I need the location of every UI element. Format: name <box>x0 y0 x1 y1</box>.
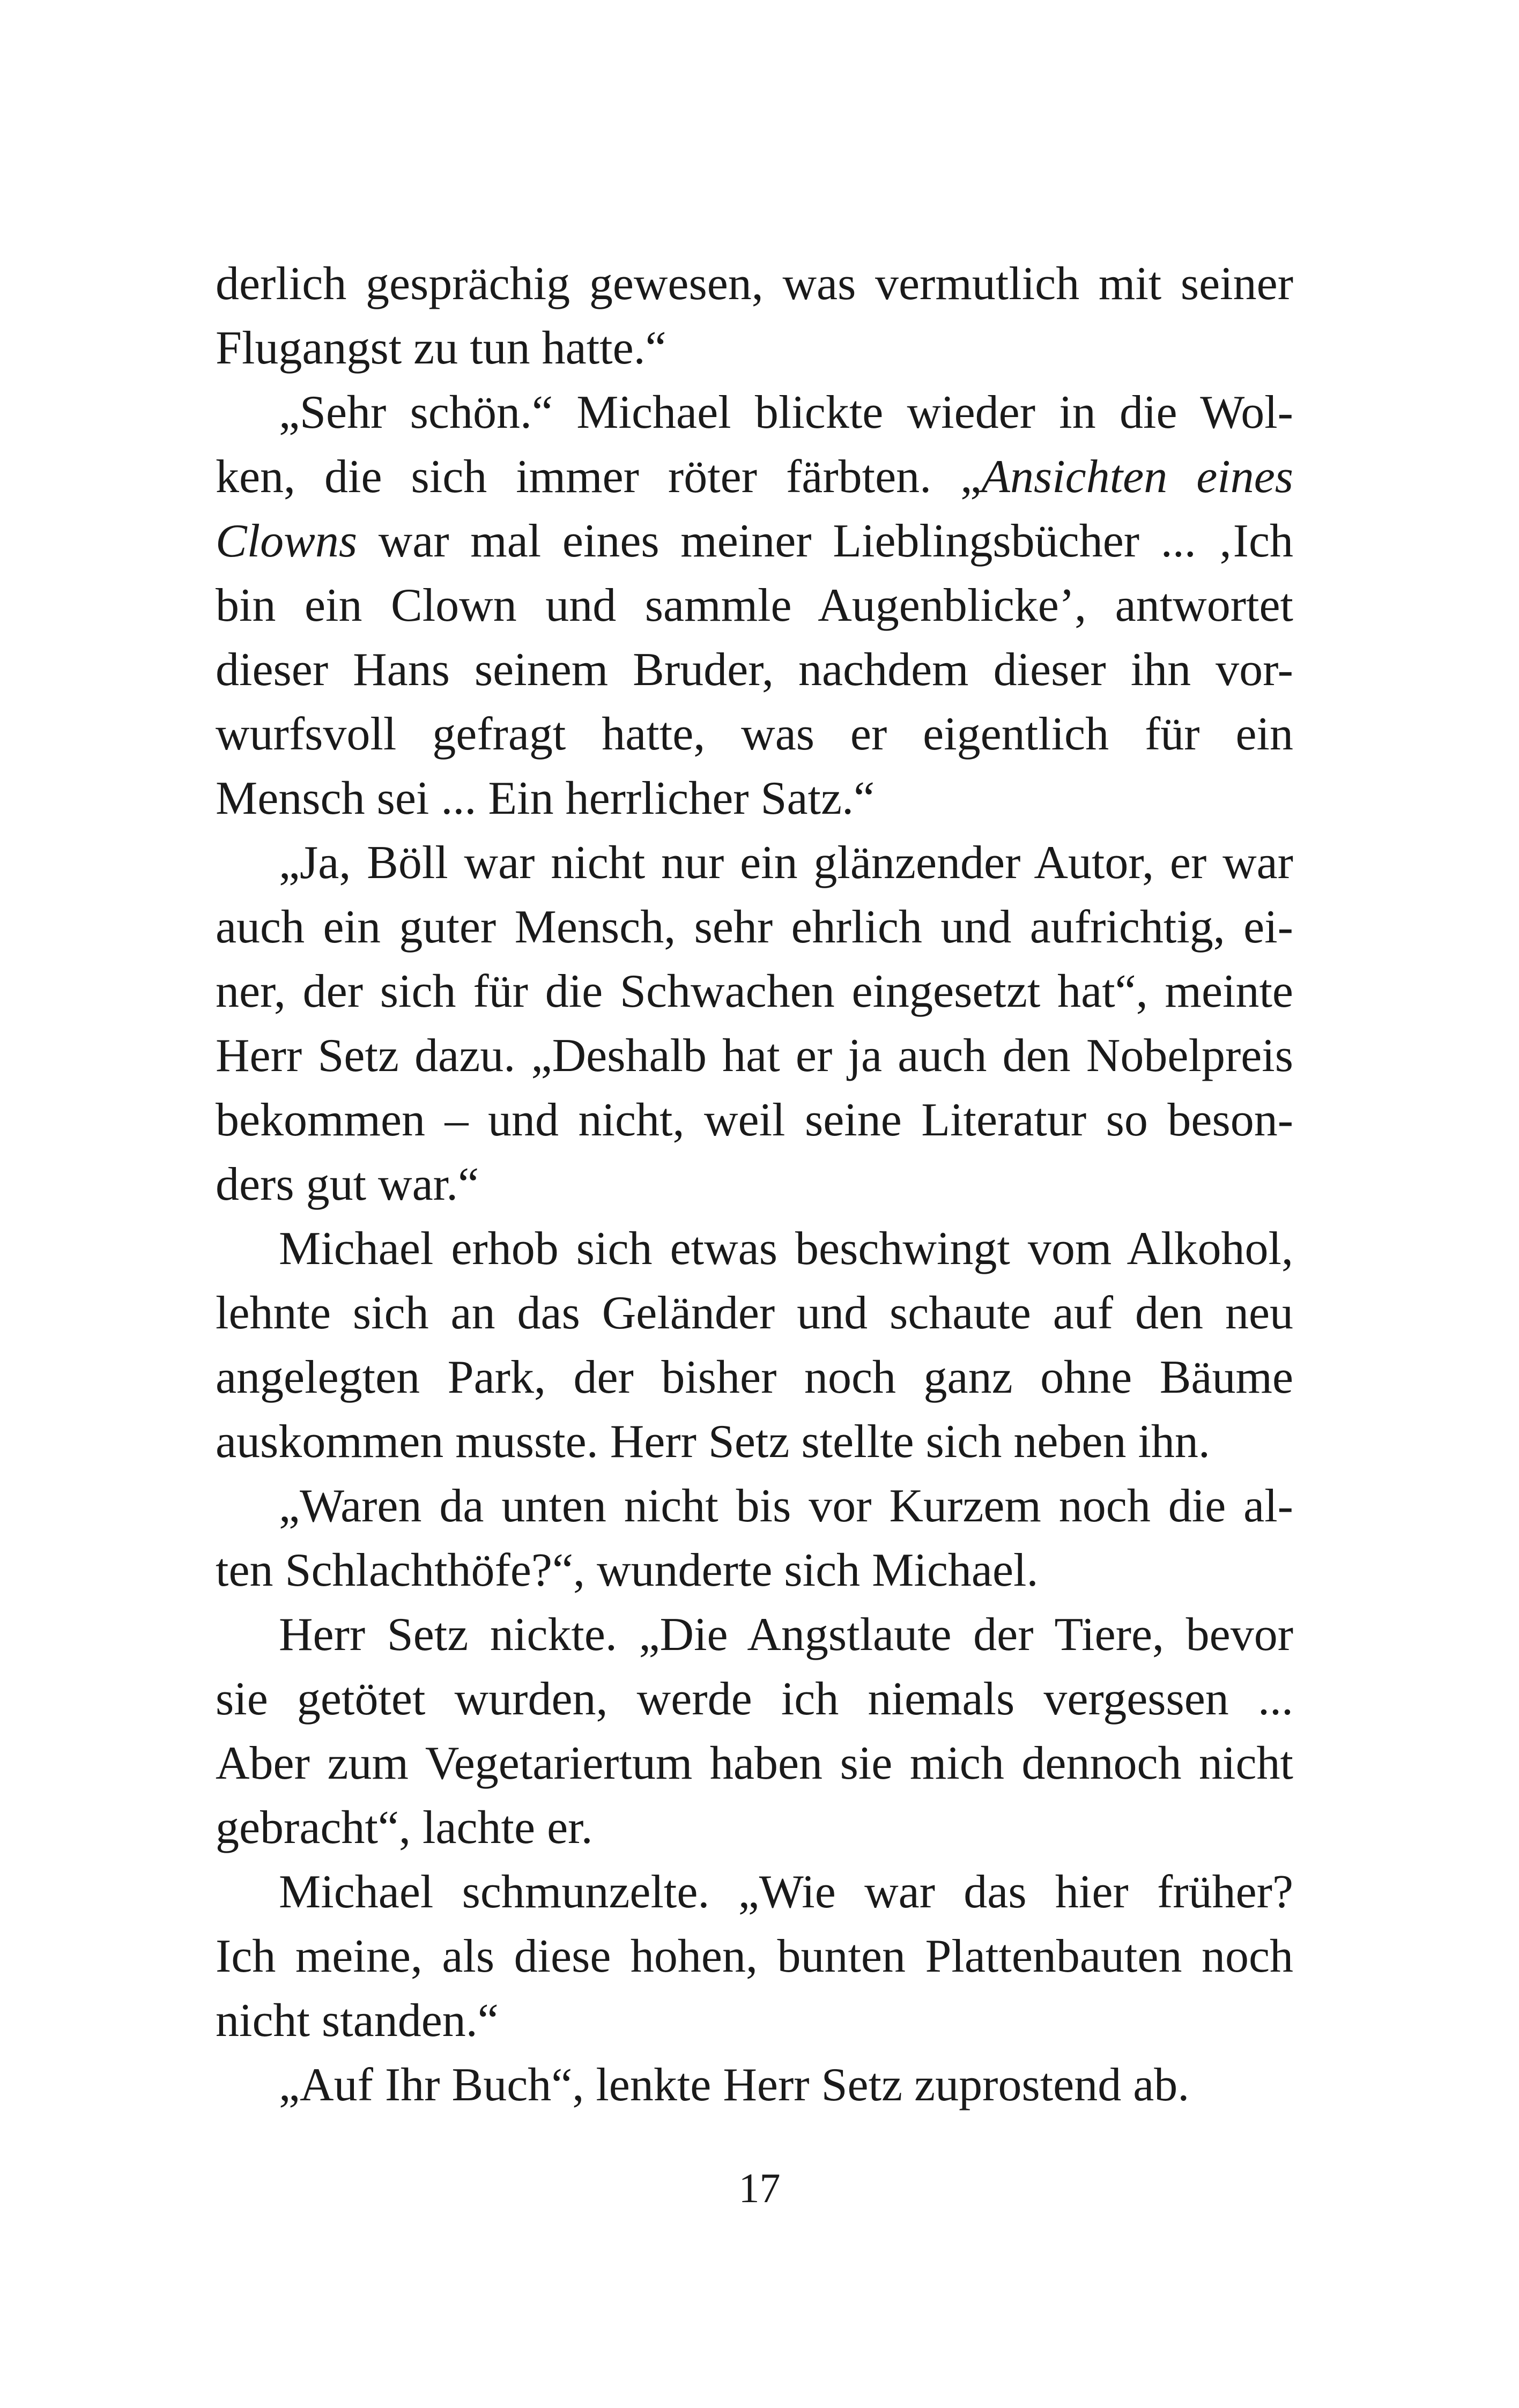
text-line: angelegten Park, der bisher noch ganz ohne Bäume <box>216 1351 1293 1403</box>
text-line: wurfsvoll gefragt hatte, was er eigentlich für ein <box>216 708 1293 760</box>
text-line: ner, der sich für die Schwachen eingesetzt hat“, meinte <box>216 965 1293 1017</box>
text-line <box>216 445 1293 509</box>
text-segment: war mal eines meiner Lieblingsbücher ... ‚Ich <box>357 515 1293 567</box>
text-line: bekommen – und nicht, weil seine Literatur so beson- <box>216 1094 1293 1146</box>
text-line <box>216 509 1293 574</box>
text-line: Michael schmunzelte. „Wie war das hier früher? <box>279 1866 1293 1918</box>
text-line: sie getötet wurden, werde ich niemals vergessen ... <box>216 1673 1293 1725</box>
text-line: „Sehr schön.“ Michael blickte wieder in die Wol- <box>279 387 1293 439</box>
page-number: 17 <box>738 2165 781 2211</box>
text-line: „Auf Ihr Buch“, lenkte Herr Setz zuprostend ab. <box>279 2059 1190 2111</box>
text-line: Flugangst zu tun hatte.“ <box>216 322 666 374</box>
text-segment: ken, die sich immer röter färbten. „ <box>216 451 982 503</box>
text-line: bin ein Clown und sammle Augenblicke’, antwortet <box>216 579 1293 631</box>
text-line: ders gut war.“ <box>216 1158 479 1210</box>
text-line: auskommen musste. Herr Setz stellte sich neben ihn. <box>216 1416 1210 1468</box>
text-line: auch ein guter Mensch, sehr ehrlich und aufrichtig, ei- <box>216 901 1293 953</box>
text-line: ten Schlachthöfe?“, wunderte sich Michael. <box>216 1544 1039 1596</box>
text-line: gebracht“, lachte er. <box>216 1802 593 1854</box>
text-line: dieser Hans seinem Bruder, nachdem dieser ihn vor- <box>216 644 1293 696</box>
text-line: Ich meine, als diese hohen, bunten Plattenbauten noch <box>216 1930 1293 1982</box>
text-line: lehnte sich an das Geländer und schaute auf den neu <box>216 1287 1293 1339</box>
text-line: Herr Setz dazu. „Deshalb hat er ja auch den Nobelpreis <box>216 1030 1293 1082</box>
body-text <box>216 252 1293 2117</box>
text-line: derlich gesprächig gewesen, was vermutlich mit seiner <box>216 258 1293 310</box>
text-line: „Waren da unten nicht bis vor Kurzem noch die al- <box>279 1480 1293 1532</box>
text-line: nicht standen.“ <box>216 1995 499 2047</box>
text-line: Mensch sei ... Ein herrlicher Satz.“ <box>216 772 875 824</box>
text-line: Aber zum Vegetariertum haben sie mich dennoch nicht <box>216 1737 1293 1789</box>
book-title-italic: Clowns <box>216 515 358 567</box>
book-title-italic: Ansichten eines <box>981 451 1293 503</box>
text-line: Herr Setz nickte. „Die Angstlaute der Tiere, bevor <box>279 1609 1293 1661</box>
text-line: Michael erhob sich etwas beschwingt vom Alkohol, <box>279 1223 1293 1275</box>
text-line: „Ja, Böll war nicht nur ein glänzender Autor, er war <box>279 837 1293 889</box>
